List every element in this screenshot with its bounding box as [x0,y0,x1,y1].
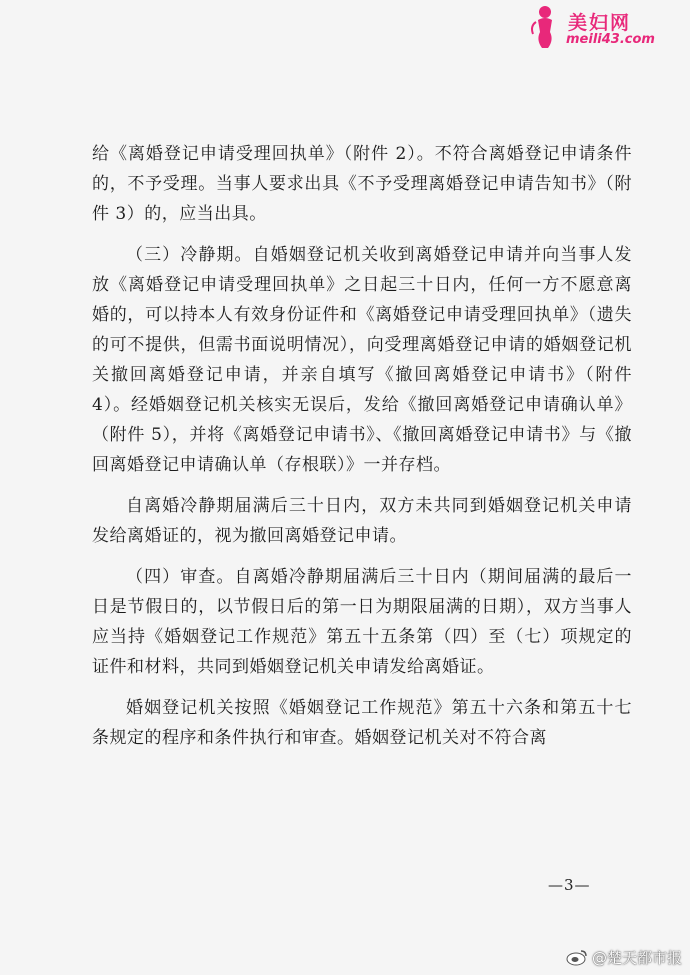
paragraph-review: （四）审查。自离婚冷静期届满后三十日内（期间届满的最后一日是节假日的，以节假日后的第一日为期限届满的日期），双方当事人应当持《婚姻登记工作规范》第五十五条第（四）至（七）项规定的证件和材料，共同到婚姻登记机关申请发给离婚证。 [92,567,632,677]
weibo-watermark [566,945,682,969]
watermark-text: @楚天都市报 [591,948,682,967]
paragraph-withdrawal-deemed: 自离婚冷静期届满后三十日内，双方未共同到婚姻登记机关申请发给离婚证的，视为撤回离婚登记申请。 [92,496,632,546]
weibo-icon [566,948,588,966]
paragraph-registration-procedure: 婚姻登记机关按照《婚姻登记工作规范》第五十六条和第五十七条规定的程序和条件执行和审查。婚姻登记机关对不符合离 [92,698,632,748]
logo-url: meili43.com [566,32,655,47]
paragraph-continuation: 给《离婚登记申请受理回执单》（附件 2）。不符合离婚登记申请条件的，不予受理。当事人要求出具《不予受理离婚登记申请告知书》（附件 3）的，应当出具。 [92,144,632,224]
page-number: —3— [548,876,591,894]
site-logo[interactable] [528,4,678,54]
logo-name: 美妇网 [568,12,632,34]
paragraph-cooling-off-period: （三）冷静期。自婚姻登记机关收到离婚登记申请并向当事人发放《离婚登记申请受理回执单》之日起三十日内，任何一方不愿意离婚的，可以持本人有效身份证件和《离婚登记申请受理回执单》（遗失的可不提供，但需书面说明情况），向受理离婚登记申请的婚姻登记机关撤回离婚登记申请，并亲自填写《撤回离婚登记申请书》（附件 4）。经婚姻登记机关核实无误后，发给《撤回离婚登记申请确认单》（附件 5），并将《离婚登记申请书》、《撤回离婚登记申请书》与《撤回离婚登记申请确认单（存根联）》一并存档。 [92,245,632,475]
document-body [92,139,632,764]
woman-silhouette-icon [528,4,562,50]
